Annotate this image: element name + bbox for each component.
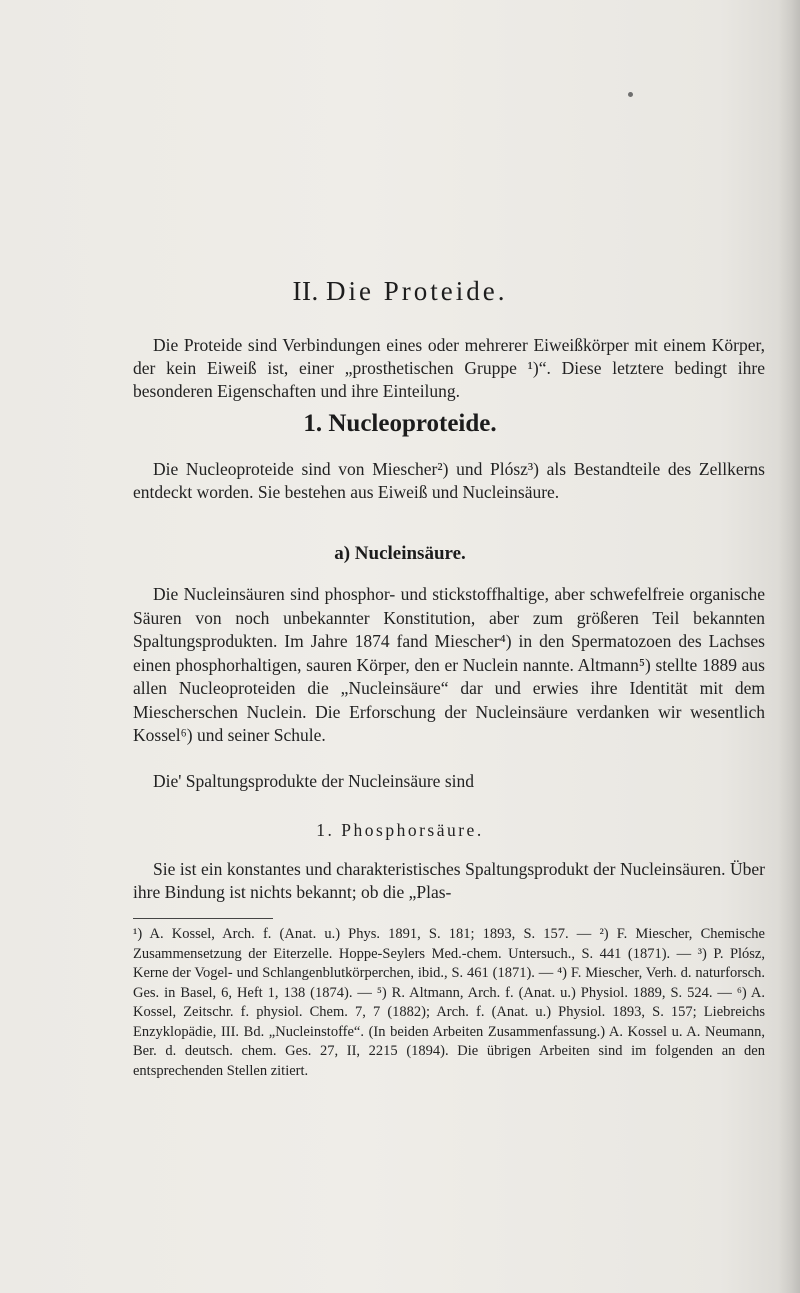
footnote-rule — [133, 918, 273, 919]
chapter-title: Die Proteide. — [326, 276, 508, 306]
chapter-heading — [0, 276, 800, 307]
subsection-paragraph: Die Nucleinsäuren sind phosphor- und stickstoffhaltige, aber schwefelfreie organische Säuren von noch unbekannter Konstitution, aber zum größeren Teil bekannten Spaltungsprodukten. Im Jahre 1874 fand Miescher⁴) in den Spermatozoen des Lachses einen phosphorhaltigen, sauren Körper, den er Nuclein nannte. Altmann⁵) stellte 1889 aus allen Nucleoproteiden die „Nucleinsäure“ dar und erwies ihre Identität mit dem Miescherschen Nuclein. Die Erforschung der Nucleinsäure verdanken wir wesentlich Kossel⁶) und seiner Schule. — [133, 584, 765, 745]
spaltprodukte-paragraph: Die' Spaltungsprodukte der Nucleinsäure sind — [153, 771, 474, 791]
item-paragraph: Sie ist ein konstantes und charakteristisches Spaltungsprodukt der Nucleinsäuren. Über ihre Bindung ist nichts bekannt; ob die „Plas- — [133, 859, 765, 902]
ink-speck — [628, 92, 633, 97]
section-title: 1. Nucleoproteide. — [303, 410, 497, 437]
item-title: 1. Phosphorsäure. — [316, 820, 484, 840]
chapter-number: II. — [292, 276, 319, 306]
footnotes: ¹) A. Kossel, Arch. f. (Anat. u.) Phys. 1891, S. 181; 1893, S. 157. — ²) F. Miescher, Chemische Zusammensetzung der Eiterzelle. Hoppe-Seylers Med.-chem. Untersuch., S. 441 (1871). — ³) P. Plósz, Kerne der Vogel- und Schlangenblutkörperchen, ibid., S. 461 (1871). — ⁴) F. Miescher, Verh. d. naturforsch. Ges. in Basel, 6, Heft 1, 138 (1874). — ⁵) R. Altmann, Arch. f. (Anat. u.) Physiol. 1889, S. 524. — ⁶) A. Kossel, Zeitschr. f. physiol. Chem. 7, 7 (1882); Arch. f. (Anat. u.) Physiol. 1893, S. 157; Liebreichs Enzyklopädie, III. Bd. „Nucleinstoffe“. (In beiden Arbeiten Zusammenfassung.) A. Kossel u. A. Neumann, Ber. d. deutsch. chem. Ges. 27, II, 2215 (1894). Die übrigen Arbeiten sind im folgenden an den entsprechenden Stellen zitiert. — [133, 926, 765, 1079]
subsection-title: a) Nucleinsäure. — [334, 543, 466, 564]
intro-paragraph: Die Proteide sind Verbindungen eines oder mehrerer Eiweißkörper mit einem Körper, der kein Eiweiß ist, einer „prosthetischen Gruppe ¹)“. Diese letztere bedingt ihre besonderen Eigenschaften und ihre Einteilung. — [133, 335, 765, 401]
page-edge-shadow — [778, 0, 800, 1293]
section-paragraph: Die Nucleoproteide sind von Miescher²) und Plósz³) als Bestandteile des Zellkerns entdeckt worden. Sie bestehen aus Eiweiß und Nucleinsäure. — [133, 459, 765, 502]
